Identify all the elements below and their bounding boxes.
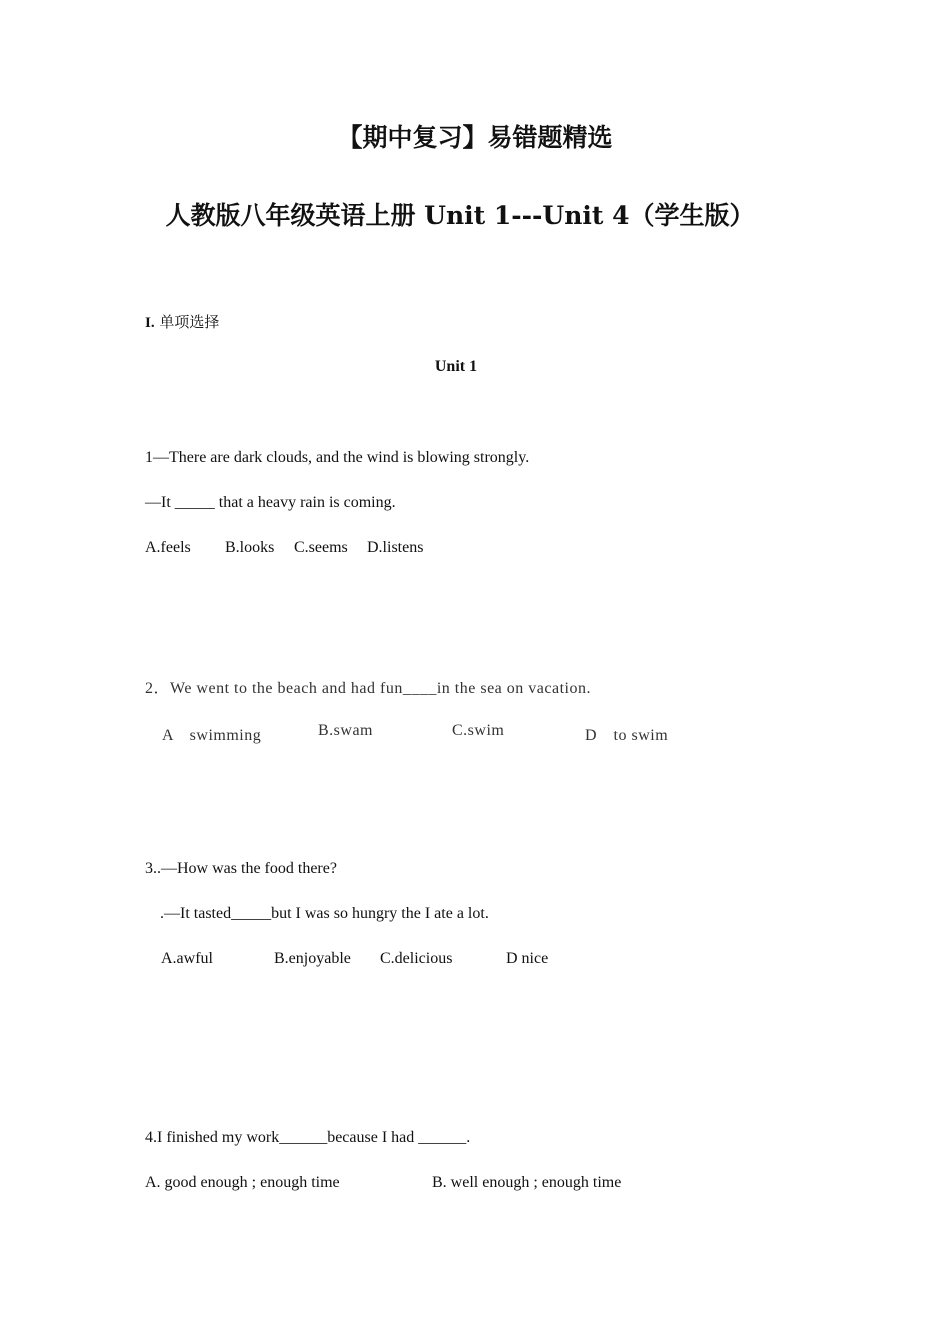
question-1-option-b: B.looks [225, 539, 275, 556]
question-3-option-b: B.enjoyable [274, 950, 351, 967]
page-subtitle: 人教版八年级英语上册 Unit 1---Unit 4（学生版） [165, 201, 755, 230]
question-1-stem-2: —It _____ that a heavy rain is coming. [145, 494, 396, 511]
question-1-option-c: C.seems [294, 539, 348, 556]
page-title: 【期中复习】易错题精选 [337, 123, 613, 152]
question-2-option-a: A swimming [162, 727, 262, 744]
question-1-option-d: D.listens [367, 539, 424, 556]
section-number: I. [145, 315, 155, 331]
question-2-stem: 2．We went to the beach and had fun____in the sea on vacation. [145, 680, 591, 697]
question-3-stem: 3..—How was the food there? [145, 860, 337, 877]
question-2-option-b: B.swam [318, 722, 373, 739]
unit-heading: Unit 1 [434, 358, 478, 375]
question-4-options [0, 1174, 950, 1196]
section-name: 单项选择 [159, 313, 220, 331]
question-3-option-d: D nice [506, 950, 549, 967]
question-1-options [0, 539, 950, 561]
question-4-option-a: A. good enough ; enough time [145, 1174, 340, 1191]
question-3-option-c: C.delicious [380, 950, 453, 967]
question-3-options [0, 950, 950, 972]
question-3-stem-2: .—It tasted_____but I was so hungry the I ate a lot. [160, 905, 489, 922]
question-1-stem: 1—There are dark clouds, and the wind is blowing strongly. [145, 449, 530, 466]
question-3-option-a: A.awful [161, 950, 213, 967]
question-1-option-a: A.feels [145, 539, 191, 556]
section-heading [145, 311, 219, 332]
question-2-option-d: D to swim [585, 727, 669, 744]
question-2-options [0, 722, 950, 744]
question-4-option-b: B. well enough ; enough time [432, 1174, 622, 1191]
question-2-option-c: C.swim [452, 722, 505, 739]
question-4-stem: 4.I finished my work______because I had ______. [145, 1129, 471, 1146]
